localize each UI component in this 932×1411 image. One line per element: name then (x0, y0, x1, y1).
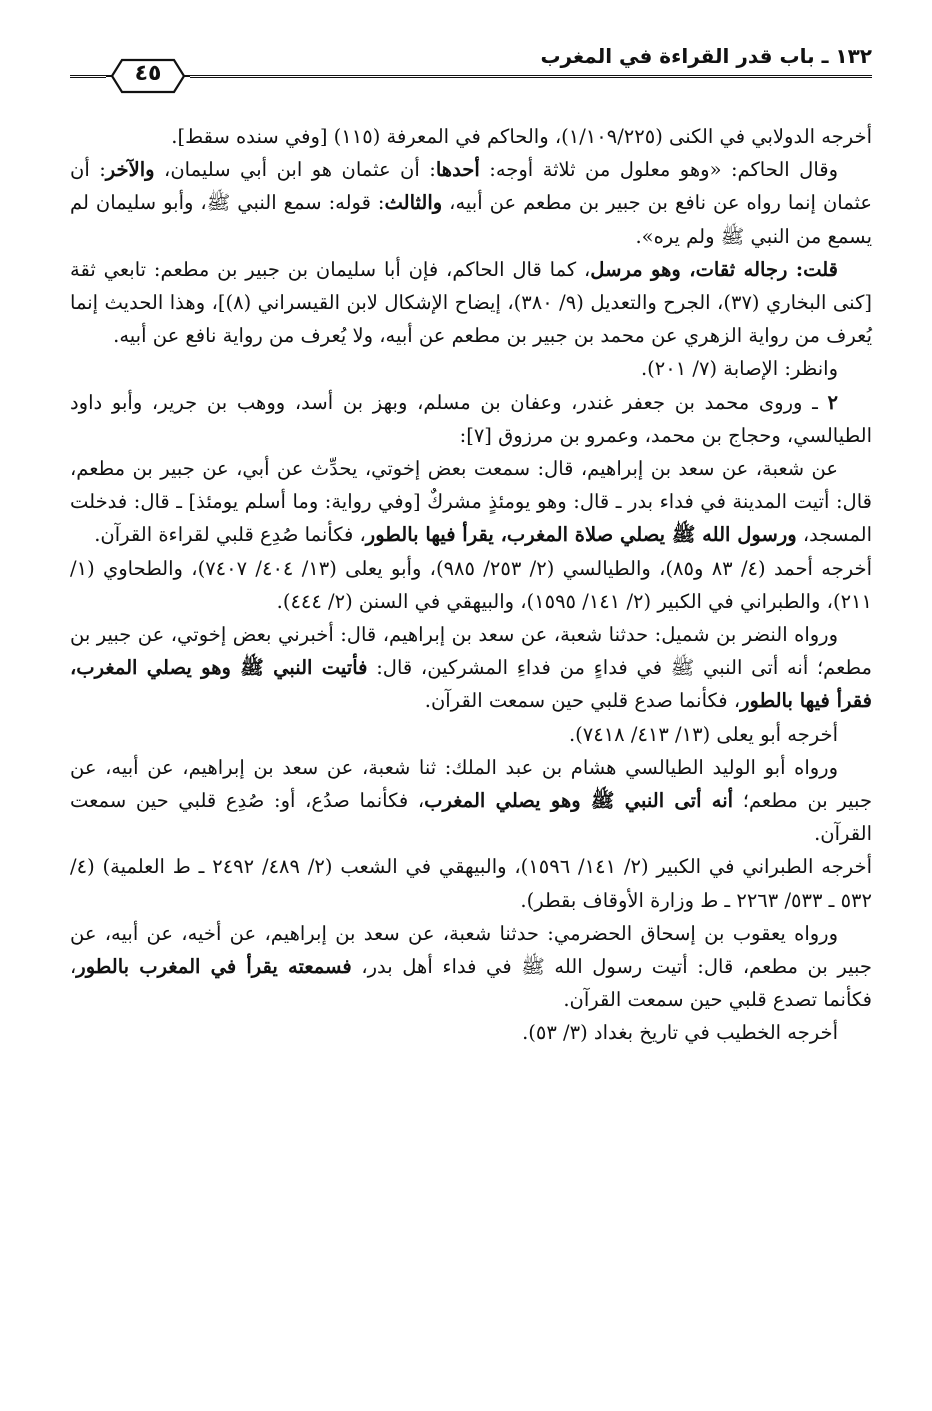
bold-text-segment: والآخر (105, 158, 155, 182)
text-segment: ، كما قال الحاكم، فإن أبا سليمان بن جبير بن مطعم: تابعي ثقة [كنى البخاري (٣٧)، الجرح والتعديل (٩/ ٣٨٠)، إيضاح الإشكال لابن القيسراني (٨)]، وهذا الحديث إنما يُعرف من رواية الزهري عن محمد بن جبير بن مطعم عن أبيه، ولا يُعرف من رواية نافع عن أبيه. (70, 257, 872, 348)
text-segment: ورواه أبو الوليد الطيالسي هشام بن عبد الملك: ثنا شعبة، عن سعد بن إبراهيم، عن أبيه، عن جبير بن مطعم؛ (70, 755, 872, 813)
chapter-title: ١٣٢ ـ باب قدر القراءة في المغرب (540, 44, 872, 68)
text-segment: ـ وروى محمد بن جعفر غندر، وعفان بن مسلم، وبهز بن أسد، ووهب بن جرير، وأبو داود الطيالسي، وحجاج بن محمد، وعمرو بن مرزوق [٧]: (70, 390, 872, 447)
paragraph (70, 718, 872, 751)
paragraph (70, 552, 872, 618)
paragraph (70, 352, 872, 385)
bold-text-segment: والثالث (384, 191, 443, 215)
text-segment: ، فكأنما تصدع قلبي حين سمعت القرآن. (70, 955, 872, 1012)
paragraph (70, 751, 872, 851)
bold-text-segment: أنه أتى النبي ﷺ وهو يصلي المغرب (424, 789, 734, 813)
paragraph (70, 120, 872, 153)
text-segment: ، فكأنما صُدِع قلبي لقراءة القرآن. (94, 523, 366, 547)
text-segment: أخرجه الدولابي في الكنى (١/١٠٩/٢٢٥)، والحاكم في المعرفة (١١٥) [وفي سنده سقط]. (171, 125, 872, 148)
text-segment: أخرجه الطبراني في الكبير (٢/ ١٤١/ ١٥٩٦)، والبيهقي في الشعب (٢/ ٤٨٩/ ٢٤٩٢ ـ ط العلمية) (٤/ ٥٣٢ ـ ٥٣٣/ ٢٢٦٣ ـ ط وزارة الأوقاف بقطر). (70, 855, 872, 912)
text-segment: ورواه يعقوب بن إسحاق الحضرمي: حدثنا شعبة، عن سعد بن إبراهيم، عن أخيه، عن أبيه، عن جبير بن مطعم، قال: أتيت رسول الله ﷺ في فداء أهل بدر، (70, 921, 872, 979)
bold-text-segment: ٢ (827, 390, 838, 414)
paragraph (70, 153, 872, 253)
text-segment: : أن عثمان إنما رواه عن نافع بن جبير بن مطعم عن أبيه، (70, 158, 872, 215)
bold-text-segment: قلت: رجاله ثقات، وهو مرسل (590, 257, 838, 281)
bold-text-segment: فأتيت النبي ﷺ وهو يصلي المغرب، فقرأ فيها بالطور (70, 656, 872, 713)
text-segment: أخرجه أحمد (٤/ ٨٣ و٨٥)، والطيالسي (٢/ ٢٥٣/ ٩٨٥)، وأبو يعلى (١٣/ ٤٠٤/ ٧٤٠٧)، والطحاوي (١/ ٢١١)، والطبراني في الكبير (٢/ ١٤١/ ١٥٩٥)، والبيهقي في السنن (٢/ ٤٤٤). (70, 556, 872, 613)
page-number: ٤٥ (134, 61, 162, 86)
text-segment: ورواه النضر بن شميل: حدثنا شعبة، عن سعد بن إبراهيم، قال: أخبرني بعض إخوتي، عن جبير بن مطعم؛ أنه أتى النبي ﷺ في فداءٍ من فداءِ المشركين، قال: (70, 623, 872, 680)
paragraph (70, 253, 872, 353)
text-segment: ، فكأنما صدُع، أو: صُدِع قلبي حين سمعت القرآن. (70, 789, 872, 846)
body-text (70, 120, 872, 1050)
paragraph (70, 1016, 872, 1049)
bold-text-segment: فسمعته يقرأ في المغرب بالطور (76, 955, 352, 979)
text-segment: أخرجه أبو يعلى (١٣/ ٤١٣/ ٧٤١٨). (568, 722, 838, 746)
paragraph (70, 618, 872, 718)
paragraph (70, 850, 872, 916)
paragraph (70, 386, 872, 452)
text-segment: وانظر: الإصابة (٧/ ٢٠١). (640, 357, 838, 381)
text-segment: ، فكأنما صدع قلبي حين سمعت القرآن. (424, 689, 741, 713)
text-segment: أخرجه الخطيب في تاريخ بغداد (٣/ ٥٣). (522, 1021, 838, 1045)
header-rule-left (70, 75, 106, 78)
bold-text-segment: أحدها (435, 158, 480, 182)
text-segment: : قوله: سمع النبي ﷺ، وأبو سليمان لم يسمع من النبي ﷺ ولم يره». (70, 191, 872, 248)
text-segment: عن شعبة، عن سعد بن إبراهيم، قال: سمعت بعض إخوتي، يحدِّث عن أبي، عن جبير بن مطعم، قال: أتيت المدينة في فداء بدر ـ قال: وهو يومئذٍ مشركٌ [وفي رواية: وما أسلم يومئذ] ـ قال: فدخلت المسجد، (70, 457, 872, 547)
paragraph (70, 917, 872, 1017)
text-segment: : أن عثمان هو ابن أبي سليمان، (154, 158, 436, 182)
page-number-badge (106, 56, 190, 96)
bold-text-segment: ورسول الله ﷺ يصلي صلاة المغرب، يقرأ فيها بالطور (365, 523, 797, 547)
text-segment: وقال الحاكم: «وهو معلول من ثلاثة أوجه: (479, 158, 839, 182)
header-rule (190, 75, 872, 78)
paragraph (70, 452, 872, 552)
page-header (70, 44, 872, 96)
